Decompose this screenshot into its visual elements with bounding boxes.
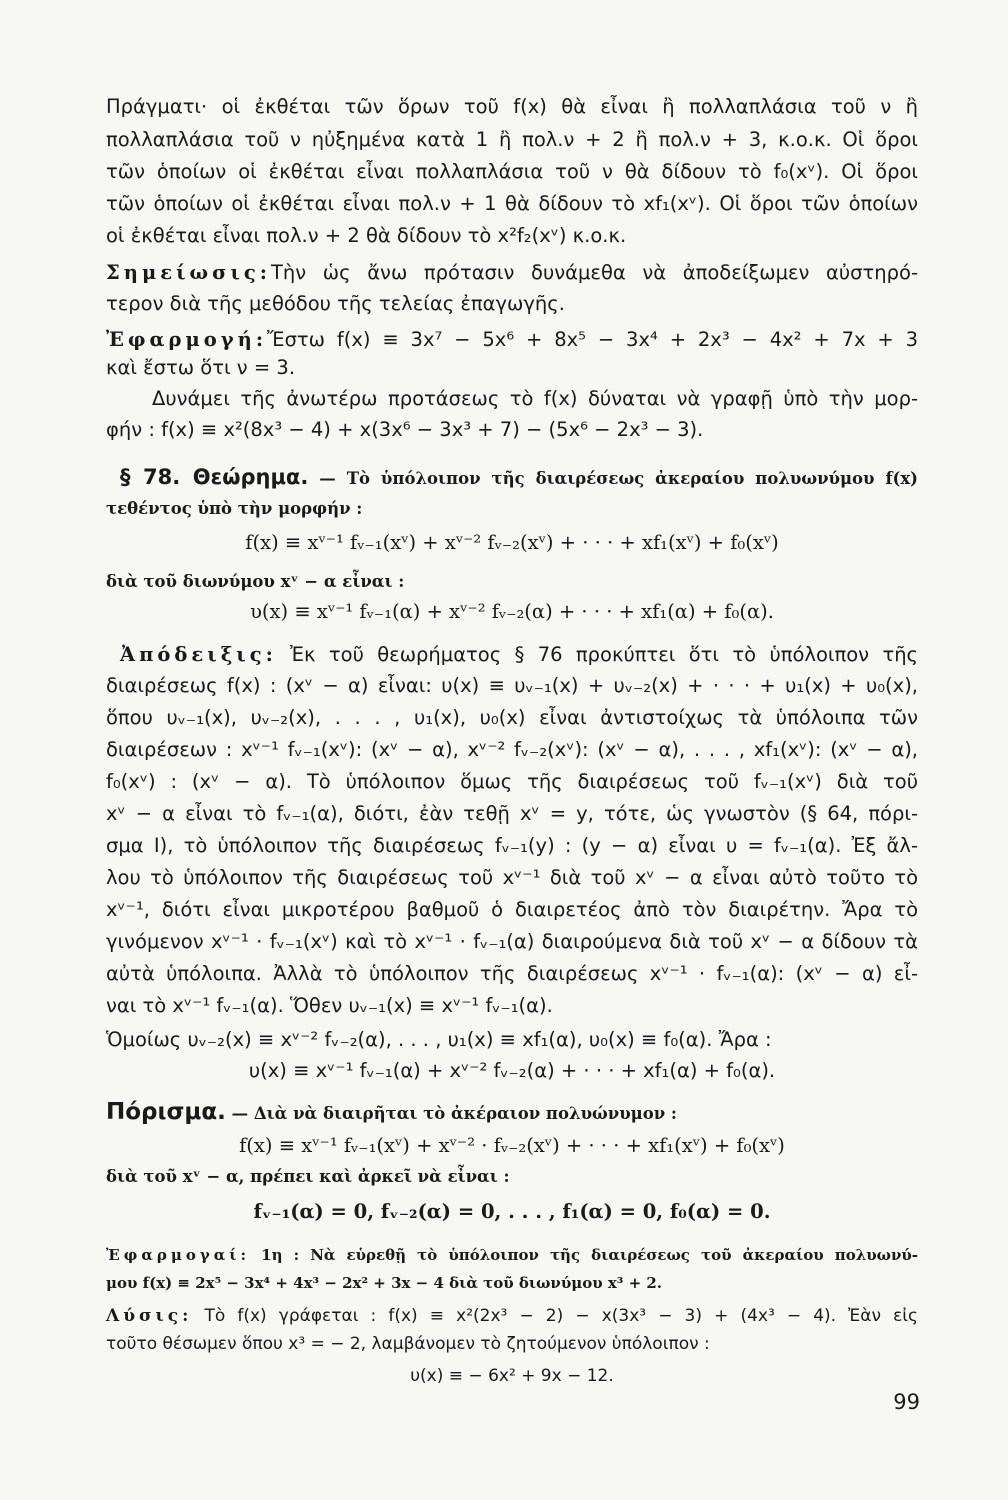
- solution-formula: υ(x) ≡ − 6x² + 9x − 12.: [410, 1366, 614, 1386]
- theorem-text: — Τὸ ὑπόλοιπον τῆς διαιρέσεως ἀκεραίου πολυωνύμου f(x): [308, 469, 918, 488]
- proof-line: xᵛ⁻¹, διότι εἶναι μικροτέρου βαθμοῦ ὁ διαιρετέος ἀπὸ τὸν διαιρέτην. Ἄρα τὸ: [106, 898, 918, 921]
- proof-text: Ὁμοίως υᵥ₋₂(x) ≡ xᵛ⁻² fᵥ₋₂(α), . . . , υ₁(x) ≡ xf₁(α), υ₀(x) ≡ f₀(α). Ἄρα :: [106, 1028, 772, 1051]
- proof-line: λου τὸ ὑπόλοιπον τῆς διαιρέσεως τοῦ xᵛ⁻¹ διὰ τοῦ xᵛ − α εἶναι αὐτὸ τοῦτο τὸ: [106, 866, 918, 889]
- note-line: τερον διὰ τῆς μεθόδου τῆς τελείας ἐπαγωγῆς.: [106, 292, 565, 315]
- application-line: καὶ ἔστω ὅτι ν = 3.: [106, 356, 296, 379]
- proof-line: διαιρέσεων : xᵛ⁻¹ fᵥ₋₁(xᵛ): (xᵛ − α), xᵛ⁻² fᵥ₋₂(xᵛ): (xᵛ − α), . . . , xf₁(xᵛ): (xᵛ − α),: [106, 738, 918, 761]
- solution-label: Λύσις:: [106, 1306, 193, 1326]
- application-text: Ἔστω f(x) ≡ 3x⁷ − 5x⁶ + 8x⁵ − 3x⁴ + 2x³ − 4x² + 7x + 3: [267, 328, 918, 351]
- proof-line: [106, 1025, 918, 1055]
- applications-text: 1η : Νὰ εὑρεθῇ τὸ ὑπόλοιπον τῆς διαιρέσεως τοῦ ἀκεραίου πολυωνύ-: [250, 1246, 918, 1264]
- paragraph-line: πολλαπλάσια τοῦ ν ηὐξημένα κατὰ 1 ἢ πολ.ν + 2 ἢ πολ.ν + 3, κ.ο.κ. Οἱ ὅροι: [106, 128, 918, 151]
- note-line: [106, 258, 918, 288]
- proof-line: διαιρέσεως f(x) : (xᵛ − α) εἶναι: υ(x) ≡ υᵥ₋₁(x) + υᵥ₋₂(x) + · · · + υ₁(x) + υ₀(x),: [106, 674, 918, 697]
- proof-line: ὅπου υᵥ₋₁(x), υᵥ₋₂(x), . . . , υ₁(x), υ₀(x) εἶναι ἀντιστοίχως τὰ ὑπόλοιπα τῶν: [106, 706, 918, 729]
- application-label: Ἐφαρμογή:: [106, 328, 268, 351]
- solution-text: Τὸ f(x) γράφεται : f(x) ≡ x²(2x³ − 2) − x(3x³ − 3) + (4x³ − 4). Ἐὰν εἰς: [192, 1306, 918, 1326]
- paragraph-line: τῶν ὁποίων οἱ ἐκθέται εἶναι πολ.ν + 1 θὰ δίδουν τὸ xf₁(xᵛ). Οἱ ὅροι τῶν ὁποίων: [106, 192, 918, 215]
- formula-line: φήν : f(x) ≡ x²(8x³ − 4) + x(3x⁶ − 3x³ + 7) − (5x⁶ − 2x³ − 3).: [106, 418, 704, 441]
- proof-label: Ἀπόδειξις:: [120, 643, 277, 666]
- theorem-formula: f(x) ≡ xᵛ⁻¹ fᵥ₋₁(xᵛ) + xᵛ⁻² fᵥ₋₂(xᵛ) + · · · + xf₁(xᵛ) + f₀(xᵛ): [245, 531, 779, 554]
- paragraph-line: Πράγματι· οἱ ἐκθέται τῶν ὅρων τοῦ f(x) θὰ εἶναι ἢ πολλαπλάσια τοῦ ν ἢ: [106, 95, 918, 118]
- note-label: Σημείωσις:: [106, 261, 271, 284]
- applications-line: μου f(x) ≡ 2x⁵ − 3x⁴ + 4x³ − 2x² + 3x − 4 διὰ τοῦ διωνύμου x³ + 2.: [106, 1274, 663, 1292]
- solution-line: [106, 1301, 918, 1331]
- page-number: 99: [893, 1390, 920, 1414]
- theorem-line: τεθέντος ὑπὸ τὴν μορφήν :: [106, 499, 363, 518]
- theorem-line: [106, 462, 918, 494]
- corollary-line: [106, 1097, 918, 1129]
- proof-line: αὐτὰ ὑπόλοιπα. Ἀλλὰ τὸ ὑπόλοιπον τῆς διαιρέσεως xᵛ⁻¹ · fᵥ₋₁(α): (xᵛ − α) εἶ-: [106, 962, 918, 985]
- corollary-text: — Διὰ νὰ διαιρῆται τὸ ἀκέραιον πολυώνυμον :: [225, 1104, 678, 1123]
- proof-line: [106, 640, 918, 670]
- corollary-formula: fᵥ₋₁(α) = 0, fᵥ₋₂(α) = 0, . . . , f₁(α) = 0, f₀(α) = 0.: [253, 1200, 771, 1223]
- corollary-line: διὰ τοῦ xᵛ − α, πρέπει καὶ ἀρκεῖ νὰ εἶναι :: [106, 1167, 510, 1186]
- proof-line: ναι τὸ xᵛ⁻¹ fᵥ₋₁(α). Ὅθεν υᵥ₋₁(x) ≡ xᵛ⁻¹ fᵥ₋₁(α).: [106, 994, 553, 1017]
- theorem-line: διὰ τοῦ διωνύμου xᵛ − α εἶναι :: [106, 572, 405, 591]
- corollary-heading: Πόρισμα.: [106, 1099, 226, 1125]
- paragraph-line: οἱ ἐκθέται εἶναι πολ.ν + 2 θὰ δίδουν τὸ x²f₂(xᵛ) κ.ο.κ.: [106, 224, 627, 247]
- proof-line: γινόμενον xᵛ⁻¹ · fᵥ₋₁(xᵛ) καὶ τὸ xᵛ⁻¹ · fᵥ₋₁(α) διαιρούμενα διὰ τοῦ xᵛ − α δίδουν τὰ: [106, 930, 918, 953]
- note-text: Τὴν ὡς ἄνω πρότασιν δυνάμεθα νὰ ἀποδείξωμεν αὐστηρό-: [270, 261, 918, 284]
- proof-line: xᵛ − α εἶναι τὸ fᵥ₋₁(α), διότι, ἐὰν τεθῇ xᵛ = y, τότε, ὡς γνωστὸν (§ 64, πόρι-: [106, 802, 918, 825]
- applications-label: Ἐφαρμογαί:: [106, 1246, 251, 1264]
- application-line: [106, 325, 918, 355]
- paragraph-line: Δυνάμει τῆς ἀνωτέρω προτάσεως τὸ f(x) δύναται νὰ γραφῇ ὑπὸ τὴν μορ-: [152, 387, 918, 410]
- proof-line: f₀(xᵛ) : (xᵛ − α). Τὸ ὑπόλοιπον ὅμως τῆς διαιρέσεως τοῦ fᵥ₋₁(xᵛ) διὰ τοῦ: [106, 770, 918, 793]
- solution-line: τοῦτο θέσωμεν ὅπου x³ = − 2, λαμβάνομεν τὸ ζητούμενον ὑπόλοιπον :: [106, 1334, 710, 1354]
- proof-formula: υ(x) ≡ xᵛ⁻¹ fᵥ₋₁(α) + xᵛ⁻² fᵥ₋₂(α) + · · · + xf₁(α) + f₀(α).: [248, 1059, 776, 1082]
- theorem-formula: υ(x) ≡ xᵛ⁻¹ fᵥ₋₁(α) + xᵛ⁻² fᵥ₋₂(α) + · · · + xf₁(α) + f₀(α).: [250, 600, 774, 623]
- corollary-formula: f(x) ≡ xᵛ⁻¹ fᵥ₋₁(xᵛ) + xᵛ⁻² · fᵥ₋₂(xᵛ) + · · · + xf₁(xᵛ) + f₀(xᵛ): [239, 1134, 785, 1157]
- paragraph-line: τῶν ὁποίων οἱ ἐκθέται εἶναι πολλαπλάσια τοῦ ν θὰ δίδουν τὸ f₀(xᵛ). Οἱ ὅροι: [106, 160, 918, 183]
- theorem-heading: § 78. Θεώρημα.: [120, 465, 309, 489]
- proof-line: σμα I), τὸ ὑπόλοιπον τῆς διαιρέσεως fᵥ₋₁(y) : (y − α) εἶναι υ = fᵥ₋₁(α). Ἐξ ἄλ-: [106, 834, 918, 857]
- applications-line: [106, 1240, 918, 1270]
- proof-text: Ἐκ τοῦ θεωρήματος § 76 προκύπτει ὅτι τὸ ὑπόλοιπον τῆς: [276, 643, 918, 666]
